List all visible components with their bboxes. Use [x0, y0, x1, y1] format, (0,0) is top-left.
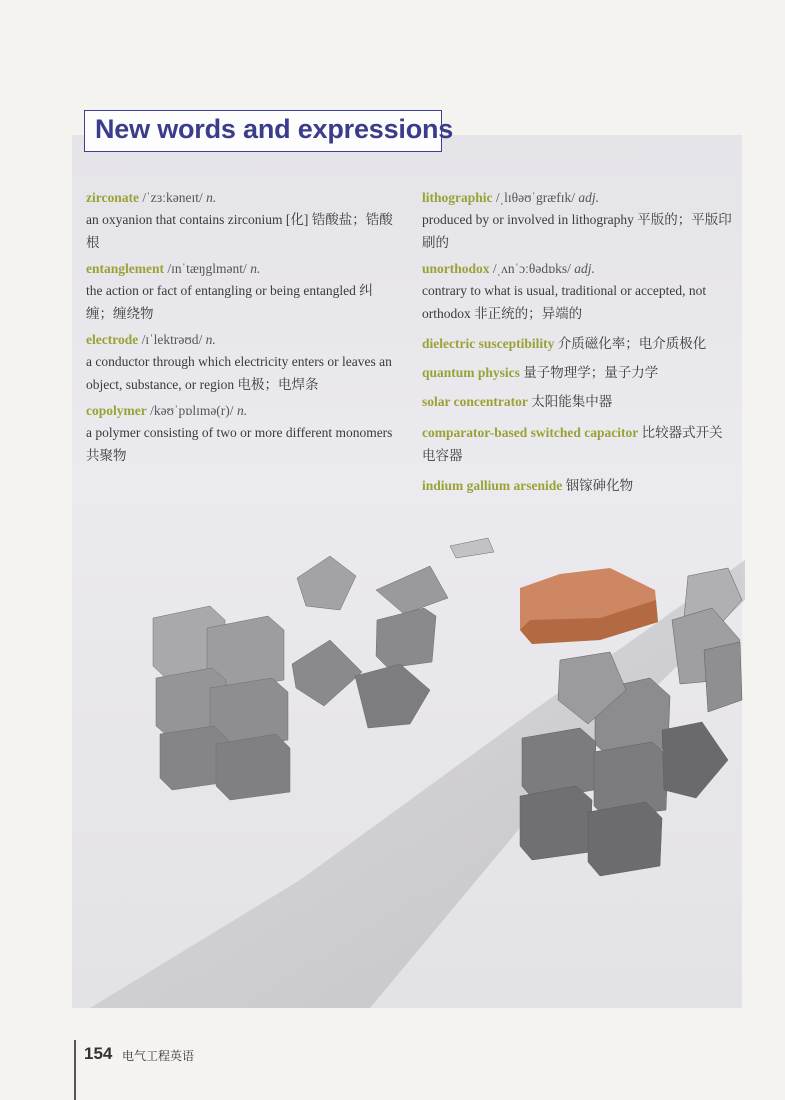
- definition: contrary to what is usual, traditional or accepted, not orthodox 非正统的；异端的: [422, 283, 707, 321]
- part-of-speech: n.: [250, 261, 261, 276]
- definition: an oxyanion that contains zirconium [化] 锆酸盐；锆酸根: [86, 212, 393, 250]
- pronunciation: /ɪnˈtæŋglmənt/: [167, 261, 247, 276]
- phrase-term: comparator-based switched capacitor: [422, 425, 639, 440]
- phrase-term: quantum physics: [422, 365, 520, 380]
- phrase-meaning: 介质磁化率；电介质极化: [557, 336, 707, 351]
- definition: the action or fact of entangling or being entangled 纠缠；缠绕物: [86, 283, 373, 321]
- phrase-term: indium gallium arsenide: [422, 478, 563, 493]
- headword: copolymer: [86, 403, 147, 418]
- page-number: 154: [84, 1044, 113, 1063]
- right-glossary-column: [422, 188, 732, 505]
- glossary-entry: [86, 259, 398, 325]
- phrase-term: dielectric susceptibility: [422, 336, 555, 351]
- phrase-term: solar concentrator: [422, 394, 528, 409]
- headword: electrode: [86, 332, 139, 347]
- glossary-phrase: [422, 334, 732, 354]
- part-of-speech: n.: [205, 332, 216, 347]
- phrase-meaning: 量子物理学；量子力学: [523, 365, 659, 380]
- part-of-speech: n.: [236, 403, 248, 418]
- glossary-entry: [86, 188, 398, 254]
- left-glossary-column: [86, 188, 398, 472]
- phrase-meaning: 铟镓砷化物: [565, 478, 634, 493]
- glossary-entry: [86, 330, 398, 396]
- section-title: New words and expressions: [95, 114, 454, 144]
- glossary-phrase: [422, 421, 732, 467]
- glossary-phrase: [422, 363, 732, 383]
- headword: zirconate: [86, 190, 139, 205]
- running-title: 电气工程英语: [122, 1049, 195, 1063]
- headword: lithographic: [422, 190, 493, 205]
- part-of-speech: n.: [206, 190, 217, 205]
- definition: a conductor through which electricity enters or leaves an object, substance, or region 电极；电焊条: [86, 354, 392, 392]
- glossary-entry: [422, 259, 732, 325]
- section-title-box: [84, 110, 454, 152]
- part-of-speech: adj.: [574, 261, 595, 276]
- pronunciation: /ɪˈlektrəʊd/: [141, 332, 203, 347]
- pronunciation: /kəʊˈpɒlɪmə(r)/: [150, 403, 234, 418]
- headword: unorthodox: [422, 261, 490, 276]
- glossary-phrase: [422, 476, 732, 496]
- glossary-entry: [422, 188, 732, 254]
- headword: entanglement: [86, 261, 164, 276]
- pronunciation: /ˌlɪθəʊˈgræfɪk/: [495, 190, 575, 205]
- definition: a polymer consisting of two or more different monomers 共聚物: [86, 425, 393, 463]
- definition: produced by or involved in lithography 平版的；平版印刷的: [422, 212, 732, 250]
- pronunciation: /ˈzɜːkəneɪt/: [142, 190, 203, 205]
- phrase-meaning: 比较器式开关电容器: [422, 425, 723, 463]
- pronunciation: /ˌʌnˈɔːθədɒks/: [492, 261, 571, 276]
- part-of-speech: adj.: [578, 190, 600, 205]
- phrase-meaning: 太阳能集中器: [531, 394, 613, 409]
- glossary-entry: [86, 401, 398, 467]
- glossary-phrase: [422, 392, 732, 412]
